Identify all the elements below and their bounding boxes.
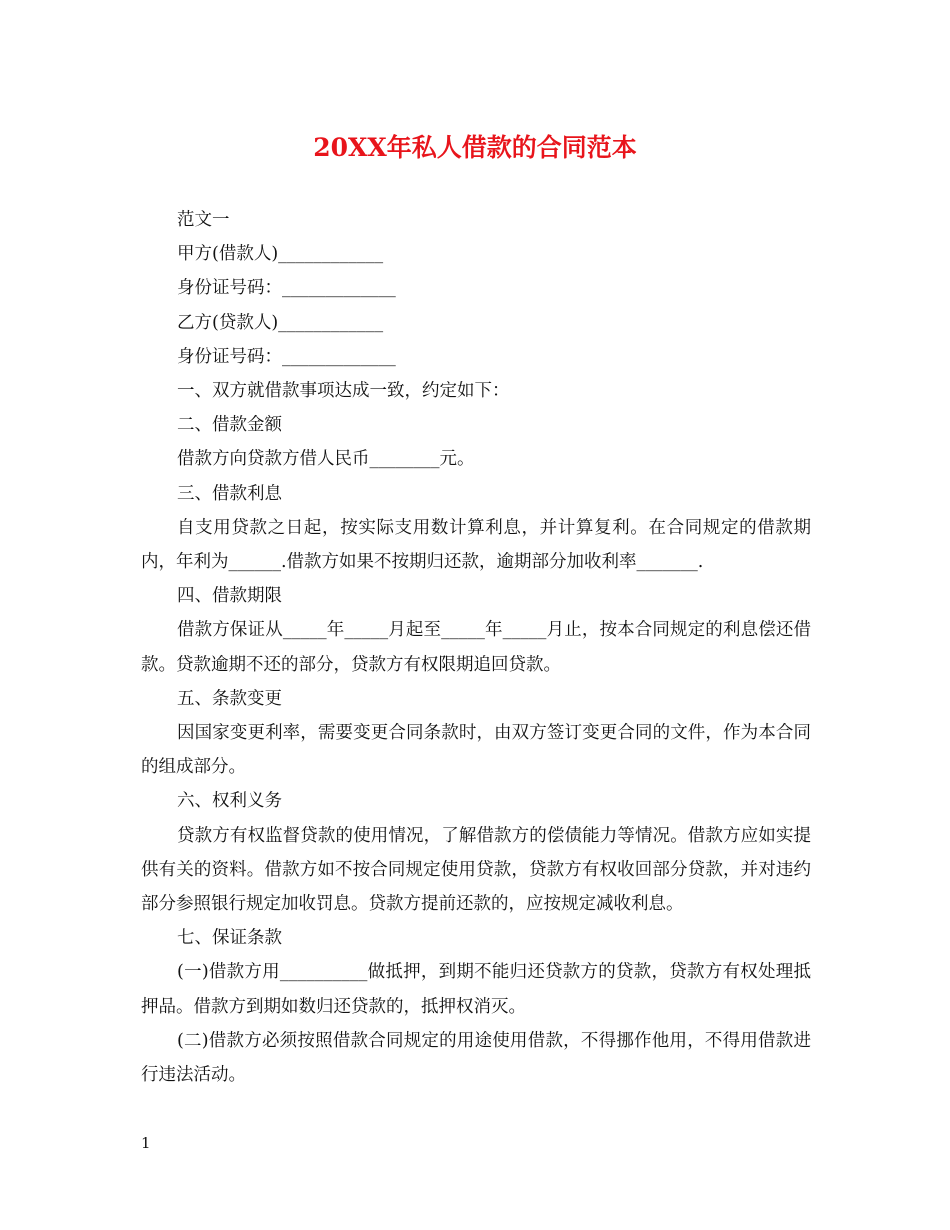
paragraph-heading: 范文一 — [177, 210, 230, 230]
section-paragraph: 借款方保证从_____年_____月起至_____年_____月止，按本合同规定的利息偿还借款。贷款逾期不还的部分，贷款方有权限期追回贷款。 — [141, 620, 811, 675]
section-paragraph: (一)借款方用__________做抵押，到期不能归还贷款方的贷款，贷款方有权处理抵押品。借款方到期如数归还贷款的，抵押权消灭。 — [141, 962, 811, 1017]
section-paragraph: 自支用贷款之日起，按实际支用数计算利息，并计算复利。在合同规定的借款期内，年利为______.借款方如果不按期归还款，逾期部分加收利率_______. — [141, 517, 811, 573]
section-heading: 七、保证条款 — [177, 928, 282, 949]
section-heading: 二、借款金额 — [177, 415, 282, 436]
section-heading: 三、借款利息 — [177, 483, 282, 504]
section-heading: 一、双方就借款事项达成一致，约定如下： — [177, 381, 510, 402]
section-paragraph: 借款方向贷款方借人民币________元。 — [177, 449, 475, 470]
section-heading: 四、借款期限 — [177, 586, 282, 607]
contract-body — [141, 203, 811, 1092]
section-paragraph: (二)借款方必须按照借款合同规定的用途使用借款，不得挪作他用，不得用借款进行违法活动。 — [141, 1030, 811, 1086]
section-heading: 五、条款变更 — [177, 688, 282, 709]
party-a-line: 甲方(借款人)____________ — [177, 244, 384, 265]
page-number: 1 — [141, 1134, 151, 1152]
party-b-id-line: 身份证号码：_____________ — [177, 346, 396, 367]
section-heading: 六、权利义务 — [177, 791, 282, 812]
page-title: 20XX年私人借款的合同范本 — [313, 133, 637, 162]
section-paragraph: 贷款方有权监督贷款的使用情况，了解借款方的偿债能力等情况。借款方应如实提供有关的资料。借款方如不按合同规定使用贷款，贷款方有权收回部分贷款，并对违约部分参照银行规定加收罚息。贷款方提前还款的，应按规定减收利息。 — [141, 825, 811, 915]
party-a-id-line: 身份证号码：_____________ — [177, 278, 396, 299]
section-paragraph: 因国家变更利率，需要变更合同条款时，由双方签订变更合同的文件，作为本合同的组成部分。 — [141, 723, 811, 778]
party-b-line: 乙方(贷款人)____________ — [177, 312, 384, 333]
